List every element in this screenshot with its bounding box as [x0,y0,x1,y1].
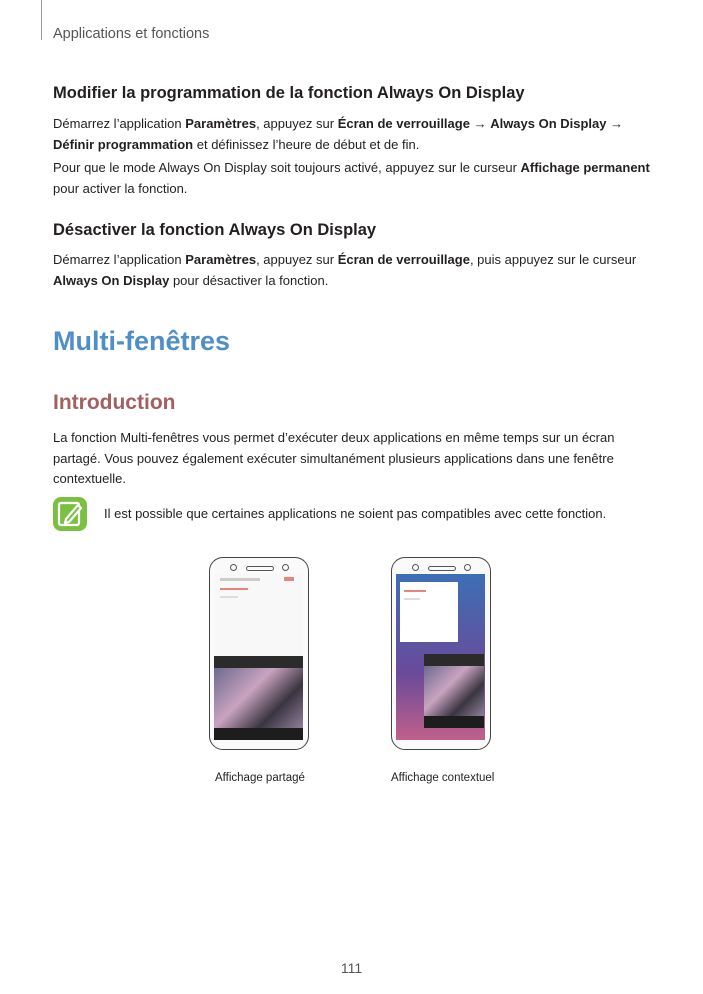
text-run: , appuyez sur [256,252,338,267]
text-run: et définissez l’heure de début et de fin. [193,136,420,152]
page-number: 111 [340,960,363,976]
text-run: → [606,116,624,131]
bold-term: Écran de verrouillage [337,252,470,267]
pen-note-icon [53,497,87,531]
text-run: Démarrez l’application [53,116,186,131]
chapter-title: Multi-fenêtres [53,326,231,356]
bold-term: Définir programmation [53,136,194,152]
text-run: , puis appuyez sur le curseur [469,252,637,267]
bold-term: Always On Display [490,116,607,131]
section-header: Applications et fonctions [53,26,210,42]
popup-view-phone-illustration [391,557,491,750]
bold-term: Always On Display [53,272,170,288]
text-run: , appuyez sur [256,116,338,131]
bold-term: Affichage permanent [520,160,650,175]
heading-modify-schedule: Modifier la programmation de la fonction Always On Display [53,84,525,102]
text-run: Démarrez l’application [53,252,186,267]
paragraph-disable-1 [53,250,653,291]
bold-term: Paramètres [185,116,257,131]
paragraph-modify-2 [53,158,653,199]
text-run: Pour que le mode Always On Display soit toujours activé, appuyez sur le curseur [53,160,521,175]
intro-paragraph: La fonction Multi-fenêtres vous permet d’exécuter deux applications en même temps sur un écran partagé. Vous pouvez également exécuter simultanément plusieurs applications dans une fenêtre contextuelle. [53,430,615,486]
header-rule [41,0,42,40]
split-view-caption: Affichage partagé [215,772,305,784]
intro-heading: Introduction [53,391,176,414]
text-run: → [469,116,491,131]
bold-term: Paramètres [185,252,257,267]
heading-disable: Désactiver la fonction Always On Display [53,221,377,239]
split-view-phone-illustration [209,557,309,750]
text-run: pour activer la fonction. [53,180,188,196]
text-run: pour désactiver la fonction. [169,272,329,288]
bold-term: Écran de verrouillage [337,116,470,131]
popup-view-caption: Affichage contextuel [391,772,495,784]
paragraph-modify-1 [53,114,653,155]
note-text: Il est possible que certaines applications ne soient pas compatibles avec cette fonction. [104,506,607,521]
